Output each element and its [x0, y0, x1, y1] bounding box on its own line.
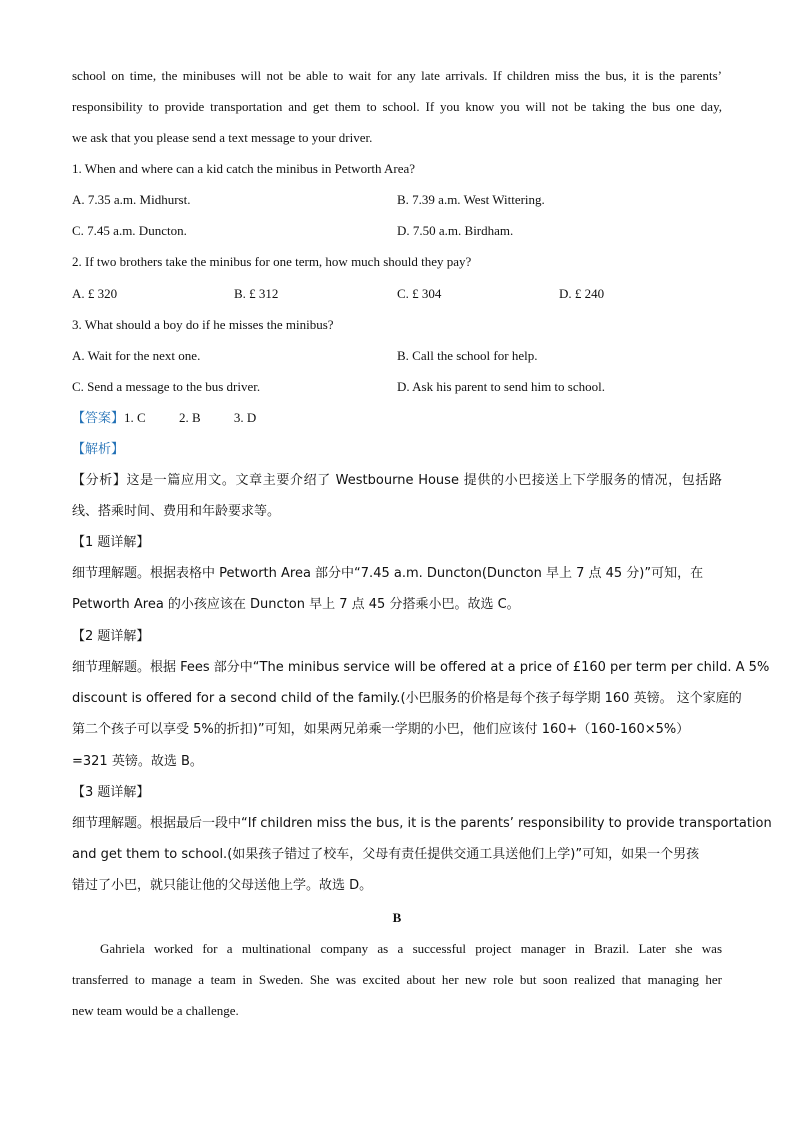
detail-line: 第二个孩子可以享受 5%的折扣)”可知，如果两兄弟乘一学期的小巴，他们应该付 160+（160-160×5%） [72, 722, 690, 737]
section-heading: B [392, 910, 402, 925]
detail-line: 细节理解题。根据表格中 Petworth Area 部分中“7.45 a.m. Duncton(Duncton 早上 7 点 45 分)”可知，在 [72, 566, 704, 581]
question-option: D. Ask his parent to send him to school. [397, 379, 605, 394]
detail-line: 细节理解题。根据最后一段中“If children miss the bus, it is the parents’ responsibility to provide transportation [72, 816, 772, 831]
question-option: C. 7.45 a.m. Duncton. [72, 223, 187, 238]
detail-line: Petworth Area 的小孩应该在 Duncton 早上 7 点 45 分搭乘小巴。故选 C。 [72, 597, 520, 612]
detail-line: and get them to school.(如果孩子错过了校车，父母有责任提供交通工具送他们上学)”可知，如果一个男孩 [72, 847, 700, 862]
passage-line: transferred to manage a team in Sweden. She was excited about her new role but soon realized that managing her [72, 972, 722, 987]
question-option: C. £ 304 [397, 286, 442, 301]
question-option: D. £ 240 [559, 286, 605, 301]
overview-line [72, 471, 722, 491]
detail-line: 细节理解题。根据 Fees 部分中“The minibus service will be offered at a price of £160 per term per child. A 5% [72, 660, 770, 675]
answer-item: 3. D [233, 410, 257, 425]
overview-label: 【分析】 [72, 473, 127, 488]
overview-line: 线、搭乘时间、费用和年龄要求等。 [72, 504, 281, 519]
question-stem: 2. If two brothers take the minibus for one term, how much should they pay? [72, 254, 472, 269]
question-option: D. 7.50 a.m. Birdham. [397, 223, 514, 238]
passage-line: school on time, the minibuses will not be able to wait for any late arrivals. If children miss the bus, it is the parents’ [72, 68, 722, 83]
question-option: B. 7.39 a.m. West Wittering. [397, 192, 545, 207]
question-option: A. £ 320 [72, 286, 118, 301]
detail-label: 【1 题详解】 [72, 535, 150, 550]
detail-line: =321 英镑。故选 B。 [72, 754, 203, 769]
question-option: C. Send a message to the bus driver. [72, 379, 261, 394]
passage-line: new team would be a challenge. [72, 1003, 239, 1018]
answer-item: 1. C [124, 410, 146, 425]
answer-label: 【答案】 [72, 411, 125, 426]
answer-item: 2. B [178, 410, 201, 425]
passage-line: Gahriela worked for a multinational company as a successful project manager in Brazil. Later she was [100, 941, 722, 956]
detail-label: 【2 题详解】 [72, 629, 150, 644]
overview-text: 这是一篇应用文。文章主要介绍了 Westbourne House 提供的小巴接送上下学服务的情况，包括路 [126, 473, 722, 488]
question-option: A. Wait for the next one. [72, 348, 201, 363]
question-option: B. £ 312 [234, 286, 279, 301]
question-stem: 1. When and where can a kid catch the minibus in Petworth Area? [72, 161, 416, 176]
detail-line: 错过了小巴，就只能让他的父母送他上学。故选 D。 [72, 878, 373, 893]
passage-line: responsibility to provide transportation and get them to school. If you know you will not be taking the bus one day, [72, 99, 722, 114]
passage-line: we ask that you please send a text message to your driver. [72, 130, 373, 145]
question-option: A. 7.35 a.m. Midhurst. [72, 192, 191, 207]
question-option: B. Call the school for help. [397, 348, 538, 363]
question-stem: 3. What should a boy do if he misses the minibus? [72, 317, 334, 332]
analysis-label: 【解析】 [72, 442, 125, 457]
detail-label: 【3 题详解】 [72, 785, 150, 800]
detail-line: discount is offered for a second child of the family.(小巴服务的价格是每个孩子每学期 160 英镑。 这个家庭的 [72, 691, 742, 706]
answer-row [72, 408, 256, 429]
